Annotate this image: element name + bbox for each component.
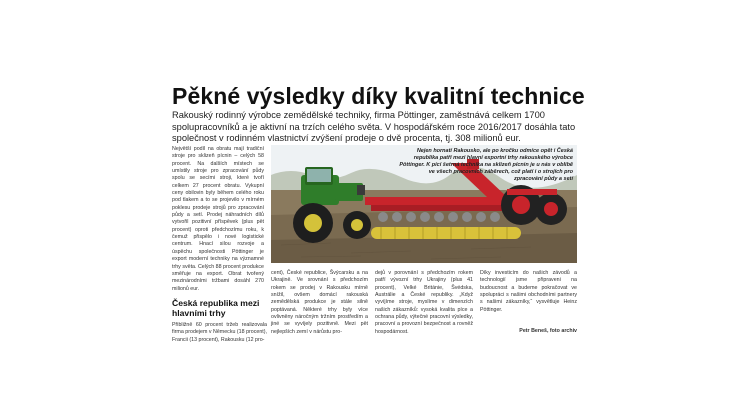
article-column-4: Díky investicím do našich závodů a technologií jsme připraveni na budoucnost a budeme pokračovat ve spolupráci s našimi obchodními partnery s našimi zákazníky,“ vysvětluje Heinz Pöttinger. (480, 270, 577, 313)
article-column-3: dejů v porovnání s předchozím rokem patří vývozní trhy Ukrajiny (plus 41 procent), Velké Británie, Švédska, Austrálie a České republiky. „Když vyvíjíme stroje, myslíme v dimenzích našich zákazníků: vysoká kvalita píce a ochrana půdy, výtečné pracovní výsledky, pracovní a provozní bezpečnost a rovněž hospodárnost. (375, 270, 473, 335)
article-column-1: Největší podíl na obratu mají tradiční stroje pro sklizeň pícnin – celých 58 procent. Na dalších místech se umístily stroje pro zpracování půdy spolu se secími stroji, které tvoří celkem 27 procent obratu. Vykupní ceny obilovin byly během celého roku pod tlakem a to se projevilo v mírném poklesu prodeje strojů pro zpracování půdy a setí. Prodej náhradních dílů vytvořil pozitivní příspěvek (plus pět procent) oproti předchozímu roku, k čemuž přispělo i nové logistické centrum. Hnací silou rozvoje a úspěchu společnosti Pöttinger je export moderní techniky na významné trhy světa. Celých 88 procent produkce směřuje na export. Obrat tvořený mezinárodními tržbami dosáhl 270 milionů eur. (172, 146, 264, 292)
article-column-1-continued: Přibližně 60 procent tržeb realizovala firma prodejem v Německu (18 procent), Francii (13 procent), Rakousku (12 pro- (172, 322, 267, 343)
article-lead: Rakouský rodinný výrobce zemědělské techniky, firma Pöttinger, zaměstnává celkem 1700 spolupracovníků a je aktivní na trzích celého světa. V hospodářském roce 2016/2017 dosáhla tato společnost v rodinném vlastnictví zvýšení prodeje o dvě procenta, tj. 308 milionů eur. (172, 110, 576, 144)
article-subhead: Česká republika mezi hlavními trhy (172, 298, 260, 318)
photo-caption: Nejen hornatí Rakousko, ale po kročku odmíce opět i Česká republika patří mezi hlavní exportní trhy rakouského výrobce Pöttinger. K pící šetrná technika na sklizeň pícnin je u nás v oblibě ve všech pracovních záběrech, což platí i o strojích pro zpracování půdy a setí (399, 148, 573, 182)
article-column-2: cent), České republice, Švýcarsku a na Ukrajině. Ve srovnání s předchozím rokem se prodej v Rakousku mírně snížil, ovšem domácí rakouská zemědělská produkce je stále silně poptávaná. Některé trhy byly více ovlivněny náročným tržním prostředím a jiné se vyvíjely pozitivně. Mezi pět nejlepších zemí v nárůstu pro- (271, 270, 368, 335)
photo-credit: Petr Beneš, foto archiv (519, 328, 577, 334)
article-headline: Pěkné výsledky díky kvalitní technice (172, 83, 585, 109)
